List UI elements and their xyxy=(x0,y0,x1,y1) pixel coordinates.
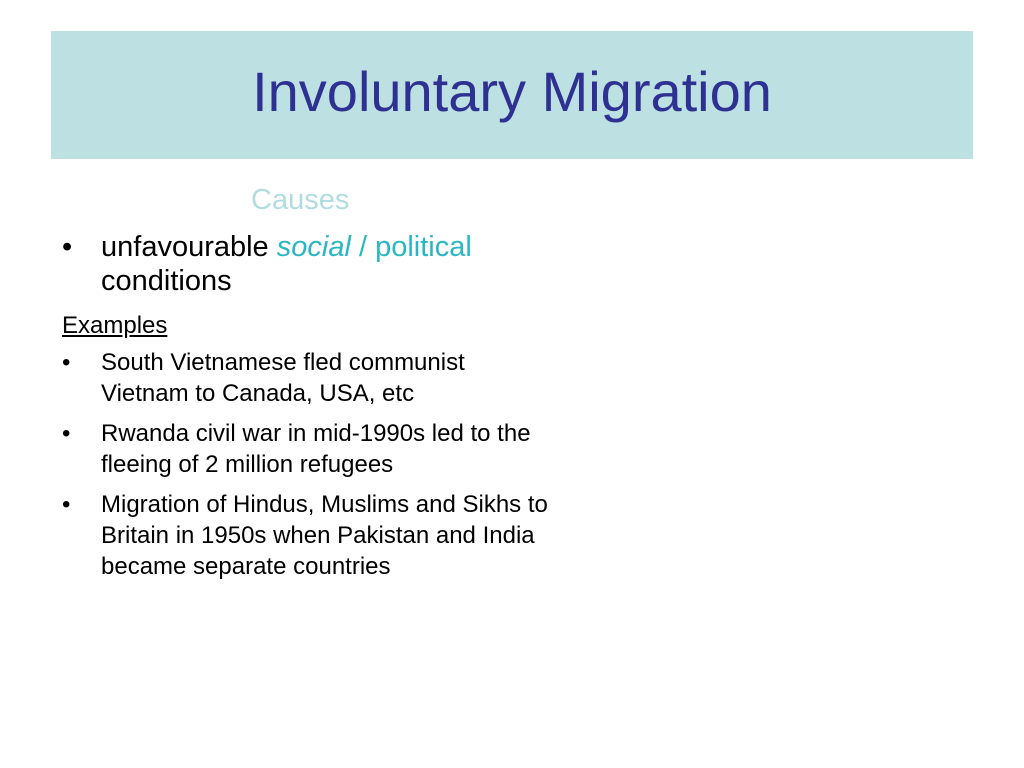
list-item xyxy=(62,347,552,409)
title-banner xyxy=(51,31,973,159)
list-item-text: South Vietnamese fled communist Vietnam to Canada, USA, etc xyxy=(101,349,465,407)
examples-list xyxy=(62,347,552,591)
main-bullet-end: conditions xyxy=(101,265,232,297)
list-item-text: Migration of Hindus, Muslims and Sikhs to Britain in 1950s when Pakistan and India became separate countries xyxy=(101,491,548,580)
list-item-text: Rwanda civil war in mid-1990s led to the fleeing of 2 million refugees xyxy=(101,420,531,478)
main-bullet-plain: unfavourable xyxy=(101,231,269,263)
main-bullet-text xyxy=(101,230,562,298)
slide-title: Involuntary Migration xyxy=(252,59,772,123)
main-bullet-political: / political xyxy=(358,231,472,263)
main-bullet-social: social xyxy=(276,231,351,263)
bullet-marker: • xyxy=(62,420,71,447)
main-bullet xyxy=(62,230,562,298)
examples-label: Examples xyxy=(62,312,168,339)
causes-subheading: Causes xyxy=(251,184,350,216)
bullet-marker: • xyxy=(62,231,73,263)
bullet-marker: • xyxy=(62,491,71,518)
list-item xyxy=(62,489,552,582)
bullet-marker: • xyxy=(62,349,71,376)
list-item xyxy=(62,418,552,480)
